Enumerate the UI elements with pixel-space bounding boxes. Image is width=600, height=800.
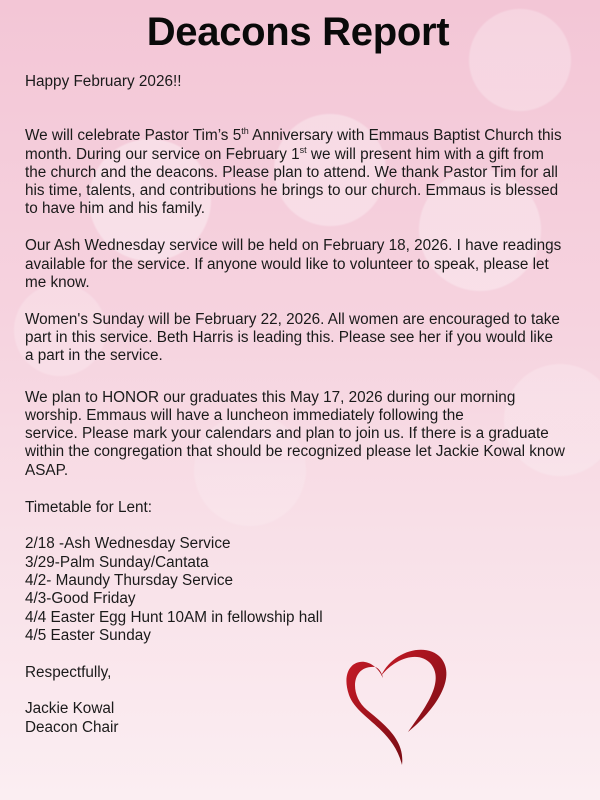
superscript: th [241,126,249,137]
text-line: me know. [25,273,90,291]
text: We will celebrate Pastor Tim’s 5 [25,127,242,145]
text-line: his time, talents, and contributions he brings to our church. Emmaus is blessed [25,182,559,200]
ash-wednesday-paragraph [25,237,565,292]
page-title: Deacons Report [146,10,450,54]
signature-role: Deacon Chair [25,718,119,736]
anniversary-paragraph [25,127,565,218]
text: month. During our service on February 1 [25,145,300,163]
womens-sunday-paragraph [25,311,565,366]
text-line: a part in the service. [25,347,163,365]
closing: Respectfully, [25,663,112,681]
timetable-item: 4/2- Maundy Thursday Service [25,571,234,589]
heart-icon [345,640,465,780]
timetable-list [25,535,565,645]
timetable-item: 3/29-Palm Sunday/Cantata [25,553,209,571]
text-line: Women's Sunday will be February 22, 2026. All women are encouraged to take [25,310,560,328]
text-line: service. Please mark your calendars and plan to join us. If there is a graduate [25,425,549,443]
timetable-item: 2/18 -Ash Wednesday Service [25,535,231,553]
text-line: part in this service. Beth Harris is leading this. Please see her if you would like [25,328,553,346]
text: we will present him with a gift from [306,145,544,163]
text-line: ASAP. [25,461,69,479]
signature-name: Jackie Kowal [25,700,115,718]
graduates-paragraph [25,389,565,480]
text-line: within the congregation that should be recognized please let Jackie Kowal know [25,443,565,461]
superscript: st [299,144,307,155]
text-line: We plan to HONOR our graduates this May 17, 2026 during our morning [25,388,516,406]
text-line: to have him and his family. [25,200,205,218]
timetable-heading: Timetable for Lent: [25,498,152,516]
report-body [25,73,565,737]
text-line: worship. Emmaus will have a luncheon immediately following the [25,406,464,424]
timetable-item: 4/3-Good Friday [25,590,136,608]
text-line: the church and the deacons. Please plan to attend. We thank Pastor Tim for all [25,163,558,181]
timetable-item: 4/4 Easter Egg Hunt 10AM in fellowship hall [25,608,323,626]
text-line: available for the service. If anyone would like to volunteer to speak, please let [25,255,549,273]
text-line: Our Ash Wednesday service will be held on February 18, 2026. I have readings [25,237,562,255]
timetable-item: 4/5 Easter Sunday [25,626,151,644]
greeting: Happy February 2026!! [25,73,182,90]
text: Anniversary with Emmaus Baptist Church this [248,127,562,145]
